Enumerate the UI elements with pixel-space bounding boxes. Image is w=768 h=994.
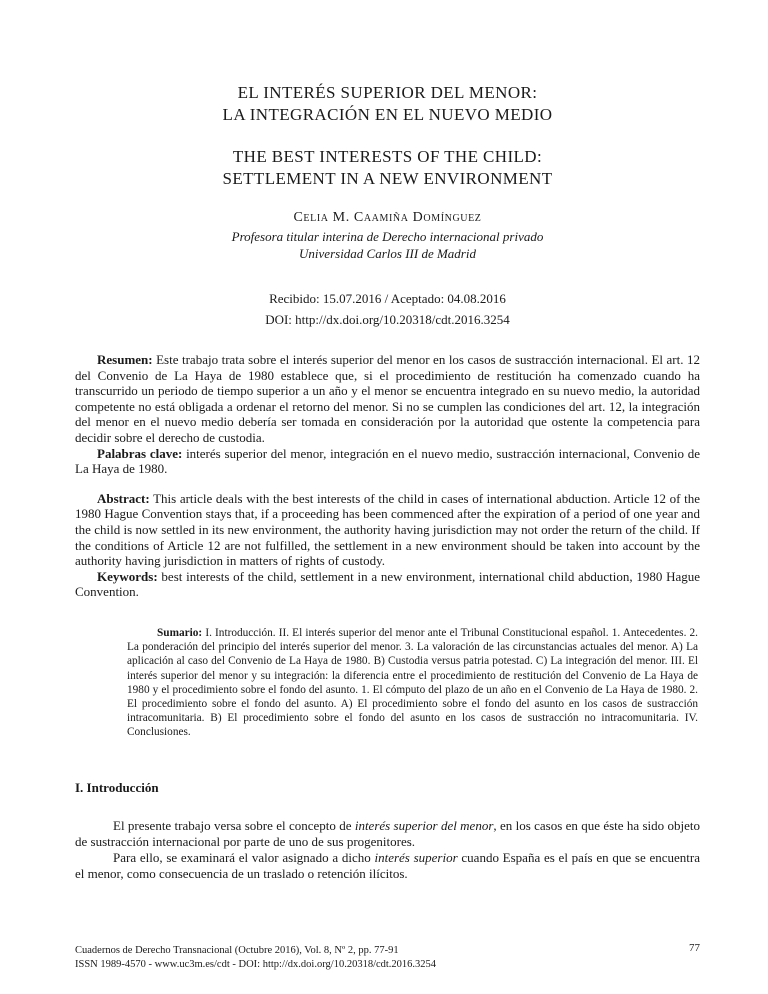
journal-footer	[75, 944, 436, 972]
title-en-line2: SETTLEMENT IN A NEW ENVIRONMENT	[222, 169, 553, 188]
intro-paragraph-2	[75, 850, 700, 882]
intro-p2-text-a: Para ello, se examinará el valor asignado a dicho	[113, 849, 375, 865]
palabras-clave-label: Palabras clave:	[97, 445, 183, 461]
title-english	[75, 146, 700, 190]
doi-line: DOI: http://dx.doi.org/10.20318/cdt.2016.3254	[265, 312, 510, 327]
title-es-line2: LA INTEGRACIÓN EN EL NUEVO MEDIO	[222, 105, 553, 124]
palabras-clave-text: interés superior del menor, integración en el nuevo medio, sustracción internacional, Convenio de La Haya de 1980.	[75, 445, 700, 477]
footer-issn-line: ISSN 1989-4570 - www.uc3m.es/cdt - DOI: http://dx.doi.org/10.20318/cdt.2016.3254	[75, 959, 437, 970]
received-accepted-line: Recibido: 15.07.2016 / Aceptado: 04.08.2016	[269, 291, 506, 306]
palabras-clave-paragraph	[75, 446, 700, 477]
title-es-line1: EL INTERÉS SUPERIOR DEL MENOR:	[237, 83, 538, 102]
intro-p1-text-a: El presente trabajo versa sobre el concepto de	[113, 817, 355, 833]
keywords-label: Keywords:	[97, 568, 158, 584]
affiliation-role: Profesora titular interina de Derecho internacional privado	[231, 229, 544, 244]
author-name: Celia M. Caamiña Domínguez	[293, 210, 482, 225]
resumen-label: Resumen:	[97, 352, 153, 367]
sumario-text: I. Introducción. II. El interés superior del menor ante el Tribunal Constitucional español. 1. Antecedentes. 2. La ponderación del principio del interés superior del menor. 3. La valoración de las circunstancias actuales del menor. A) La aplicación al caso del Convenio de La Haya de 1980. B) Custodia versus patria potestad. C) La integración del menor. III. El interés superior del menor y su integración: la diferencia entre el procedimiento de restitución del Convenio de La Haya de 1980 y el procedimiento sobre el fondo del asunto. 1. El cómputo del plazo de un año en el Convenio de La Haya de 1980. 2. El procedimiento sobre el fondo del asunto. A) El procedimiento sobre el fondo del asunto en los casos de sustracción intracomunitaria. B) El procedimiento sobre el fondo del asunto en los casos de sustracción no intracomunitaria. IV. Conclusiones.	[127, 626, 698, 739]
abstract-text: This article deals with the best interests of the child in cases of international abduction. Article 12 of the 1980 Hague Convention stays that, if a proceeding has been commenced after the expiration of a period of one year and the child is now settled in its new environment, the authority having jurisdiction may not order the return of the child. If the conditions of Article 12 are not fulfilled, the settlement in a new environment should be taken into account by the authority having jurisdiction in matters of rights of custody.	[75, 490, 700, 569]
keywords-paragraph	[75, 569, 700, 600]
intro-p2-italic: interés superior	[374, 849, 458, 865]
title-spanish	[75, 82, 700, 126]
abstract-label: Abstract:	[97, 490, 150, 506]
footer-journal-line: Cuadernos de Derecho Transnacional (Octubre 2016), Vol. 8, Nº 2, pp. 77-91	[75, 945, 399, 956]
sumario-block	[127, 626, 698, 740]
intro-p2-text-c: cuando España es el país en que se encuentra el menor, como consecuencia de un traslado o retención ilícitos.	[75, 849, 700, 881]
affiliation-university: Universidad Carlos III de Madrid	[299, 246, 476, 261]
title-en-line1: THE BEST INTERESTS OF THE CHILD:	[232, 147, 543, 166]
sumario-label: Sumario:	[157, 626, 203, 639]
abstract-paragraph	[75, 491, 700, 569]
keywords-text: best interests of the child, settlement in a new environment, international child abduction, 1980 Hague Convention.	[75, 568, 701, 600]
resumen-text: Este trabajo trata sobre el interés superior del menor en los casos de sustracción internacional. El art. 12 del Convenio de La Haya de 1980 establece que, si el procedimiento de restitución ha comenzado cuando ha transcurrido un periodo de tiempo superior a un año y el menor se encuentra integrado en su nuevo medio, la autoridad competente no está obligada a ordenar el retorno del menor. Si no se cumplen las condiciones del art. 12, la integración del menor en el nuevo medio debería ser tomada en consideración por la autoridad que ostente la competencia para decidir sobre el derecho de custodia.	[75, 352, 701, 445]
page-number: 77	[689, 942, 700, 954]
resumen-paragraph	[75, 352, 700, 446]
intro-paragraph-1	[75, 818, 700, 850]
intro-p1-italic: interés superior del menor	[354, 817, 494, 833]
author-affiliation	[75, 228, 700, 262]
section-heading-introduccion: I. Introducción	[75, 779, 159, 795]
intro-p1-text-c: , en los casos en que éste ha sido objeto de sustracción internacional por parte de uno de sus progenitores.	[75, 817, 700, 849]
